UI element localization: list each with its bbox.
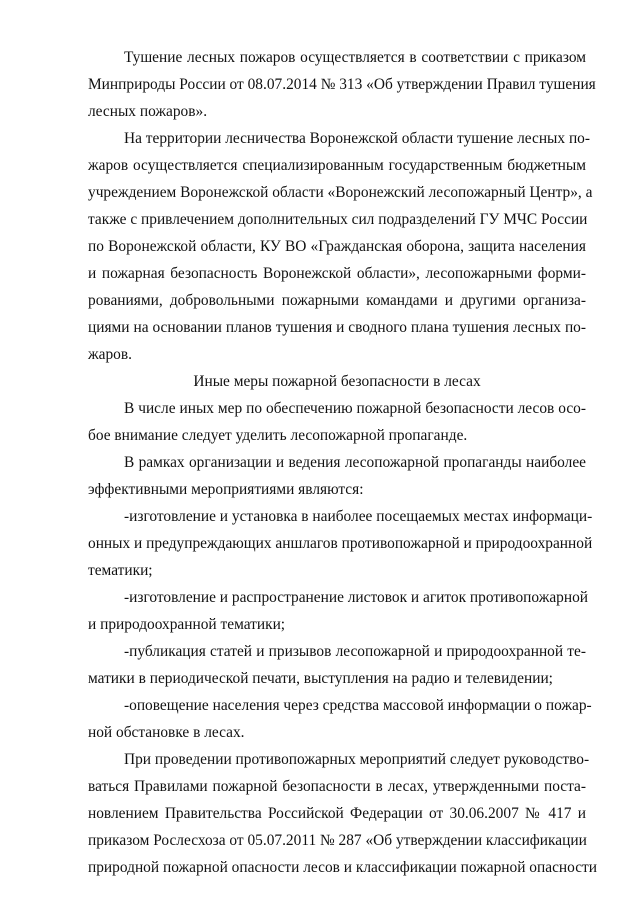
list-item-line: тематики; xyxy=(88,562,153,579)
text-line: ваться Правилами пожарной безопасности в лесах, утвержденными поста- xyxy=(88,778,586,795)
text-line: приказом Рослесхоза от 05.07.2011 № 287 «Об утверждении классификации xyxy=(88,832,587,849)
list-item-line: онных и предупреждающих аншлагов противопожарной и природоохранной xyxy=(88,535,593,552)
list-item-line: -изготовление и распространение листовок и агиток противопожарной xyxy=(124,589,589,606)
list-item-line: -оповещение населения через средства массовой информации о пожар- xyxy=(124,697,592,714)
section-heading: Иные меры пожарной безопасности в лесах xyxy=(193,373,481,390)
text-line: новлением Правительства Российской Федерации от 30.06.2007 № 417 и xyxy=(88,805,586,822)
text-line: эффективными мероприятиями являются: xyxy=(88,481,364,498)
text-line: учреждением Воронежской области «Воронежский лесопожарный Центр», а xyxy=(88,184,593,201)
text-line: Минприроды России от 08.07.2014 № 313 «Об утверждении Правил тушения xyxy=(88,76,596,93)
text-line: природной пожарной опасности лесов и классификации пожарной опасности xyxy=(88,859,598,876)
text-line: по Воронежской области, КУ ВО «Гражданская оборона, защита населения xyxy=(88,238,586,255)
text-line: жаров. xyxy=(88,346,132,363)
text-line: лесных пожаров». xyxy=(88,103,208,120)
text-line: и пожарная безопасность Воронежской области», лесопожарными форми- xyxy=(88,265,586,282)
list-item-line: -изготовление и установка в наиболее посещаемых местах информаци- xyxy=(124,508,593,525)
text-line: В числе иных мер по обеспечению пожарной безопасности лесов осо- xyxy=(124,400,586,417)
text-line: Тушение лесных пожаров осуществляется в соответствии с приказом xyxy=(124,49,586,66)
text-line: При проведении противопожарных мероприятий следует руководство- xyxy=(124,751,590,768)
text-line: бое внимание следует уделить лесопожарной пропаганде. xyxy=(88,427,468,444)
text-line: циями на основании планов тушения и сводного плана тушения лесных по- xyxy=(88,319,586,336)
list-item-line: -публикация статей и призывов лесопожарной и природоохранной те- xyxy=(124,643,586,660)
list-item-line: ной обстановке в лесах. xyxy=(88,724,245,741)
text-line: также с привлечением дополнительных сил подразделений ГУ МЧС России xyxy=(88,211,588,228)
list-item-line: и природоохранной тематики; xyxy=(88,616,286,633)
text-line: На территории лесничества Воронежской области тушение лесных по- xyxy=(124,130,590,147)
text-line: рованиями, добровольными пожарными командами и другими организа- xyxy=(88,292,586,309)
text-line: жаров осуществляется специализированным государственным бюджетным xyxy=(88,157,586,174)
text-line: В рамках организации и ведения лесопожарной пропаганды наиболее xyxy=(124,454,586,471)
list-item-line: матики в периодической печати, выступления на радио и телевидении; xyxy=(88,670,553,687)
